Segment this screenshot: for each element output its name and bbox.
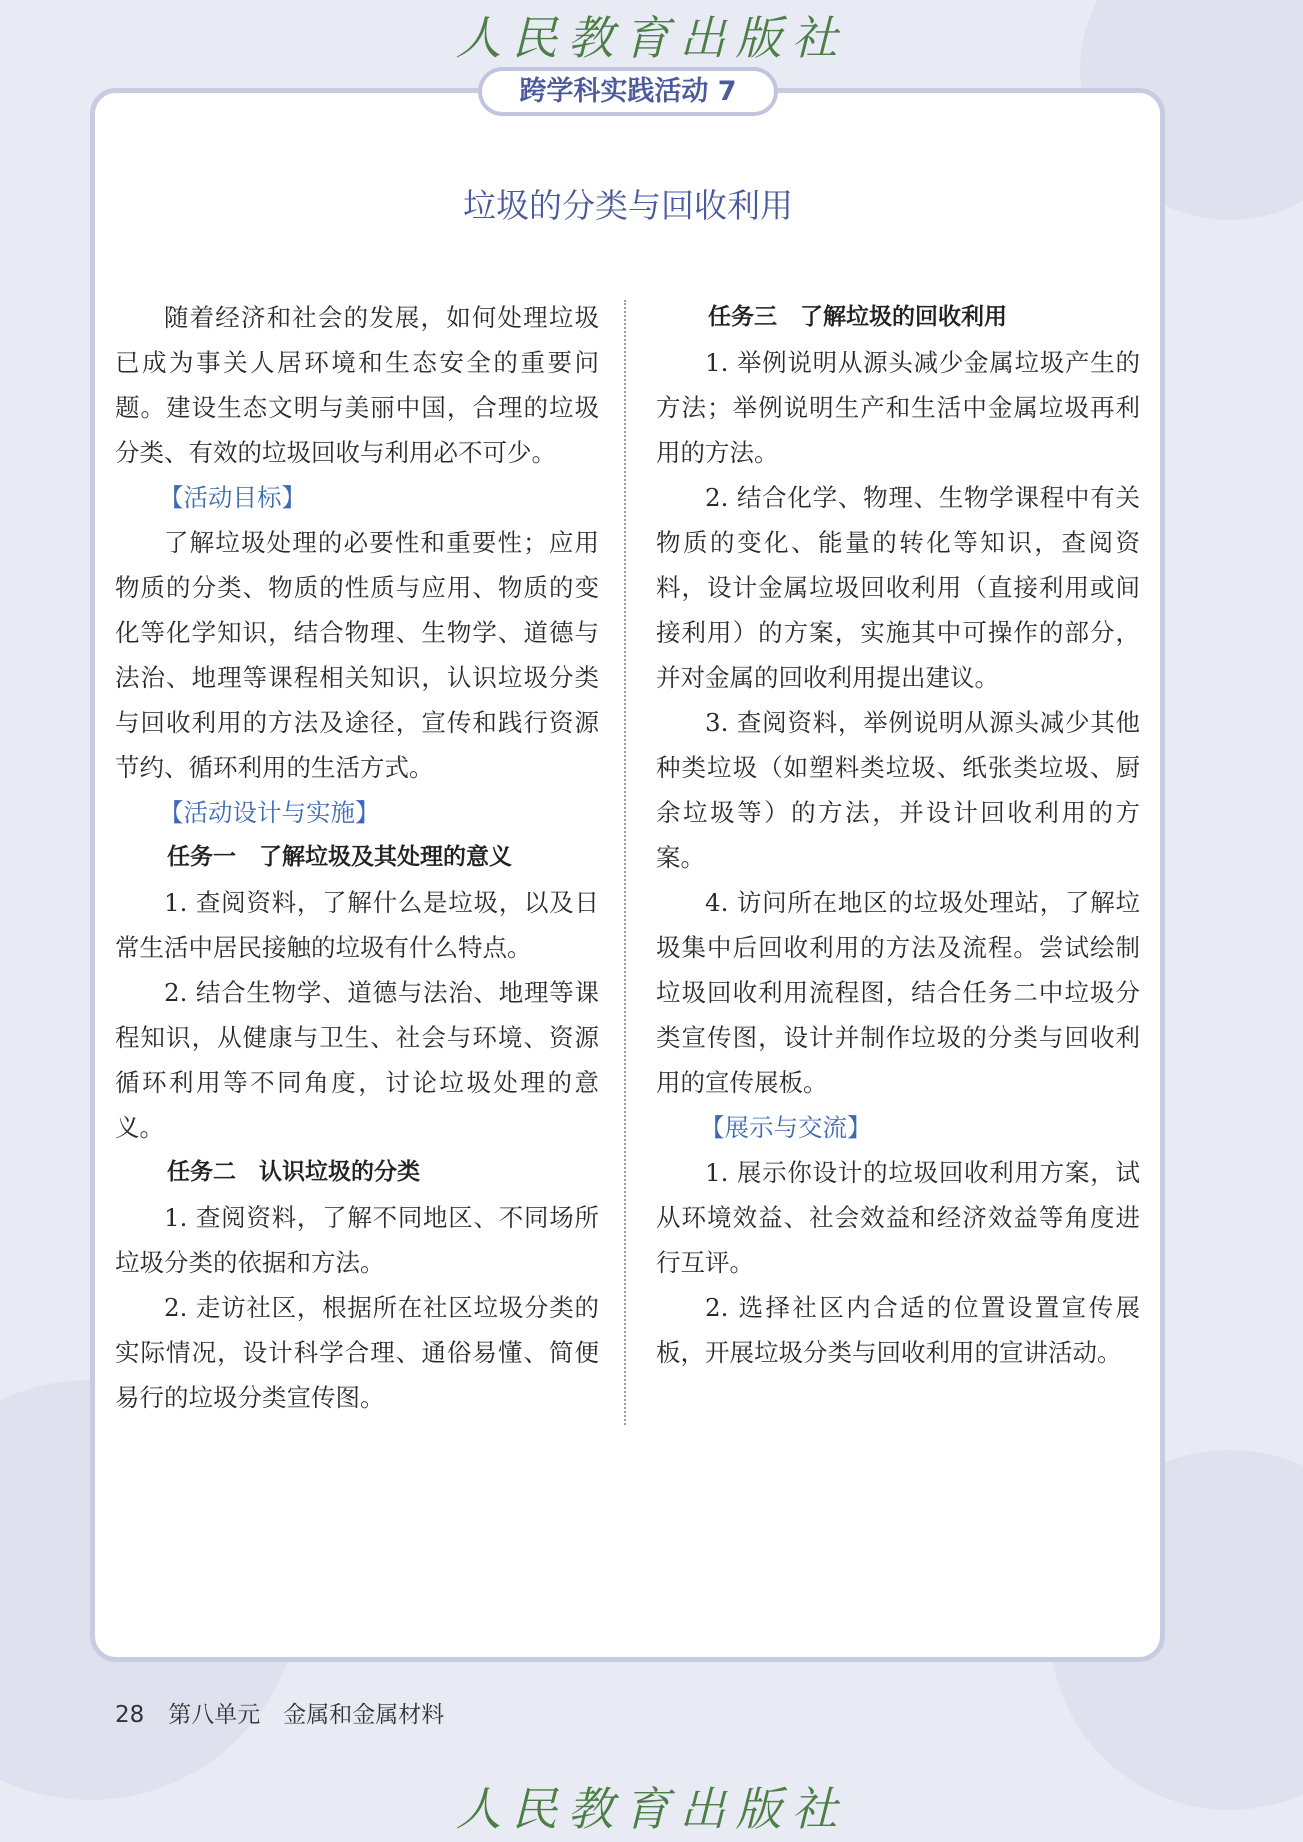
column-divider — [624, 300, 626, 1425]
task-heading: 任务一 了解垃圾及其处理的意义 — [167, 844, 512, 870]
paragraph: 1. 举例说明从源头减少金属垃圾产生的方法；举例说明生产和生活中金属垃圾再利用的方法。 — [656, 348, 1140, 467]
paragraph: 1. 查阅资料，了解什么是垃圾，以及日常生活中居民接触的垃圾有什么特点。 — [115, 888, 599, 962]
paragraph: 2. 选择社区内合适的位置设置宣传展板，开展垃圾分类与回收利用的宣讲活动。 — [656, 1293, 1140, 1367]
unit-title: 第八单元 金属和金属材料 — [168, 1702, 445, 1728]
paragraph: 4. 访问所在地区的垃圾处理站，了解垃圾集中后回收利用的方法及流程。尝试绘制垃圾回收利用流程图，结合任务二中垃圾分类宣传图，设计并制作垃圾的分类与回收利用的宣传展板。 — [656, 888, 1140, 1097]
paragraph: 2. 结合生物学、道德与法治、地理等课程知识，从健康与卫生、社会与环境、资源循环利用等不同角度，讨论垃圾处理的意义。 — [115, 978, 599, 1142]
publisher-logo-bottom: 人民教育出版社 — [455, 1782, 848, 1836]
paragraph: 1. 展示你设计的垃圾回收利用方案，试从环境效益、社会效益和经济效益等角度进行互评。 — [656, 1158, 1140, 1277]
task-heading: 任务二 认识垃圾的分类 — [167, 1159, 420, 1185]
page-number: 28 — [115, 1702, 145, 1728]
paragraph: 1. 查阅资料，了解不同地区、不同场所垃圾分类的依据和方法。 — [115, 1203, 599, 1277]
section-heading: 【活动设计与实施】 — [159, 798, 380, 827]
activity-badge: 跨学科实践活动 7 — [478, 67, 778, 116]
section-heading: 【活动目标】 — [159, 483, 306, 512]
task-heading: 任务三 了解垃圾的回收利用 — [708, 304, 1007, 330]
page-footer — [115, 1696, 444, 1729]
page-title: 垃圾的分类与回收利用 — [463, 186, 793, 225]
paragraph: 3. 查阅资料，举例说明从源头减少其他种类垃圾（如塑料类垃圾、纸张类垃圾、厨余垃圾等）的方法，并设计回收利用的方案。 — [656, 708, 1140, 872]
publisher-logo-top: 人民教育出版社 — [455, 11, 848, 65]
paragraph: 随着经济和社会的发展，如何处理垃圾已成为事关人居环境和生态安全的重要问题。建设生态文明与美丽中国，合理的垃圾分类、有效的垃圾回收与利用必不可少。 — [115, 303, 599, 467]
paragraph: 2. 走访社区，根据所在社区垃圾分类的实际情况，设计科学合理、通俗易懂、简便易行的垃圾分类宣传图。 — [115, 1293, 599, 1412]
right-column — [656, 295, 1140, 1375]
paragraph: 了解垃圾处理的必要性和重要性；应用物质的分类、物质的性质与应用、物质的变化等化学知识，结合物理、生物学、道德与法治、地理等课程相关知识，认识垃圾分类与回收利用的方法及途径，宣传和践行资源节约、循环利用的生活方式。 — [115, 528, 599, 782]
left-column — [115, 295, 599, 1420]
section-heading: 【展示与交流】 — [700, 1113, 872, 1142]
paragraph: 2. 结合化学、物理、生物学课程中有关物质的变化、能量的转化等知识，查阅资料，设计金属垃圾回收利用（直接利用或间接利用）的方案，实施其中可操作的部分，并对金属的回收利用提出建议。 — [656, 483, 1140, 692]
